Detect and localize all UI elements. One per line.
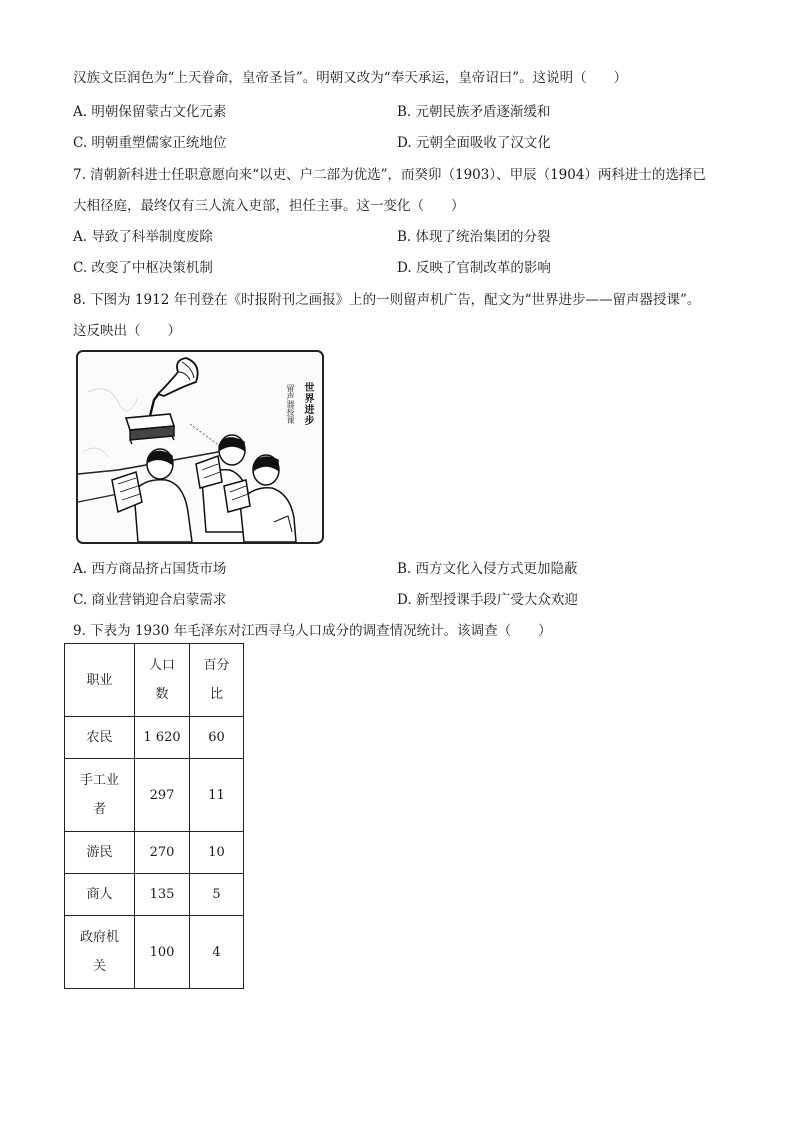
student-figure [112, 449, 192, 542]
header-count: 人口 数 [135, 644, 190, 717]
q6-option-b: B. 元朝民族矛盾逐渐缓和 [397, 104, 551, 120]
cell-percent: 10 [190, 832, 244, 874]
header-percent: 百分 比 [190, 644, 244, 717]
q9-stem: 9. 下表为 1930 年毛泽东对江西寻乌人口成分的调查情况统计。该调查（ ） [73, 623, 552, 639]
cell-percent: 11 [190, 759, 244, 832]
table-row [65, 717, 244, 759]
q7-stem-line1: 7. 清朝新科进士任职意愿向来“以吏、户二部为优选”，而癸卯（1903）、甲辰（1904）两科进士的选择已 [73, 167, 706, 183]
q6-option-d: D. 元朝全面吸收了汉文化 [397, 135, 551, 151]
q8-stem-line1: 8. 下图为 1912 年刊登在《时报附刊之画报》上的一则留声机广告，配文为“世界进步——留声器授课”。 [73, 292, 701, 308]
cell-count: 297 [135, 759, 190, 832]
header-job: 职业 [65, 644, 135, 717]
gramophone-illustration [78, 352, 322, 542]
table-row [65, 759, 244, 832]
q6-option-c: C. 明朝重塑儒家正统地位 [73, 135, 227, 151]
cell-count: 1 620 [135, 717, 190, 759]
q8-option-a: A. 西方商品挤占国货市场 [73, 561, 227, 577]
table-row [65, 916, 244, 989]
q7-stem-line2: 大相径庭，最终仅有三人流入吏部，担任主事。这一变化（ ） [73, 198, 465, 214]
table-row [65, 832, 244, 874]
cell-count: 100 [135, 916, 190, 989]
cell-count: 270 [135, 832, 190, 874]
table-header-row [65, 644, 244, 717]
cell-percent: 5 [190, 874, 244, 916]
gramophone-advertisement-figure [76, 350, 324, 544]
q7-option-d: D. 反映了官制改革的影响 [397, 260, 551, 276]
q6-stem-tail: 汉族文臣润色为“上天眷命，皇帝圣旨”。明朝又改为“奉天承运，皇帝诏曰”。这说明（ ） [73, 70, 628, 86]
cell-job: 游民 [65, 832, 135, 874]
q8-option-d: D. 新型授课手段广受大众欢迎 [397, 592, 578, 608]
q7-option-a: A. 导致了科举制度废除 [73, 229, 213, 245]
table-row [65, 874, 244, 916]
q7-option-c: C. 改变了中枢决策机制 [73, 260, 213, 276]
cell-job: 手工业 者 [65, 759, 135, 832]
cell-percent: 60 [190, 717, 244, 759]
cell-count: 135 [135, 874, 190, 916]
figure-caption-sub: 留声器授课 [286, 384, 295, 424]
q8-option-c: C. 商业营销迎合启蒙需求 [73, 592, 227, 608]
cell-job: 政府机 关 [65, 916, 135, 989]
q8-option-b: B. 西方文化入侵方式更加隐蔽 [397, 561, 578, 577]
q7-option-b: B. 体现了统治集团的分裂 [397, 229, 551, 245]
cell-job: 商人 [65, 874, 135, 916]
cell-percent: 4 [190, 916, 244, 989]
q6-option-a: A. 明朝保留蒙古文化元素 [73, 104, 227, 120]
q8-stem-line2: 这反映出（ ） [73, 323, 181, 339]
cell-job: 农民 [65, 717, 135, 759]
figure-caption-main: 世界进步 [302, 382, 313, 426]
population-survey-table [64, 643, 244, 989]
